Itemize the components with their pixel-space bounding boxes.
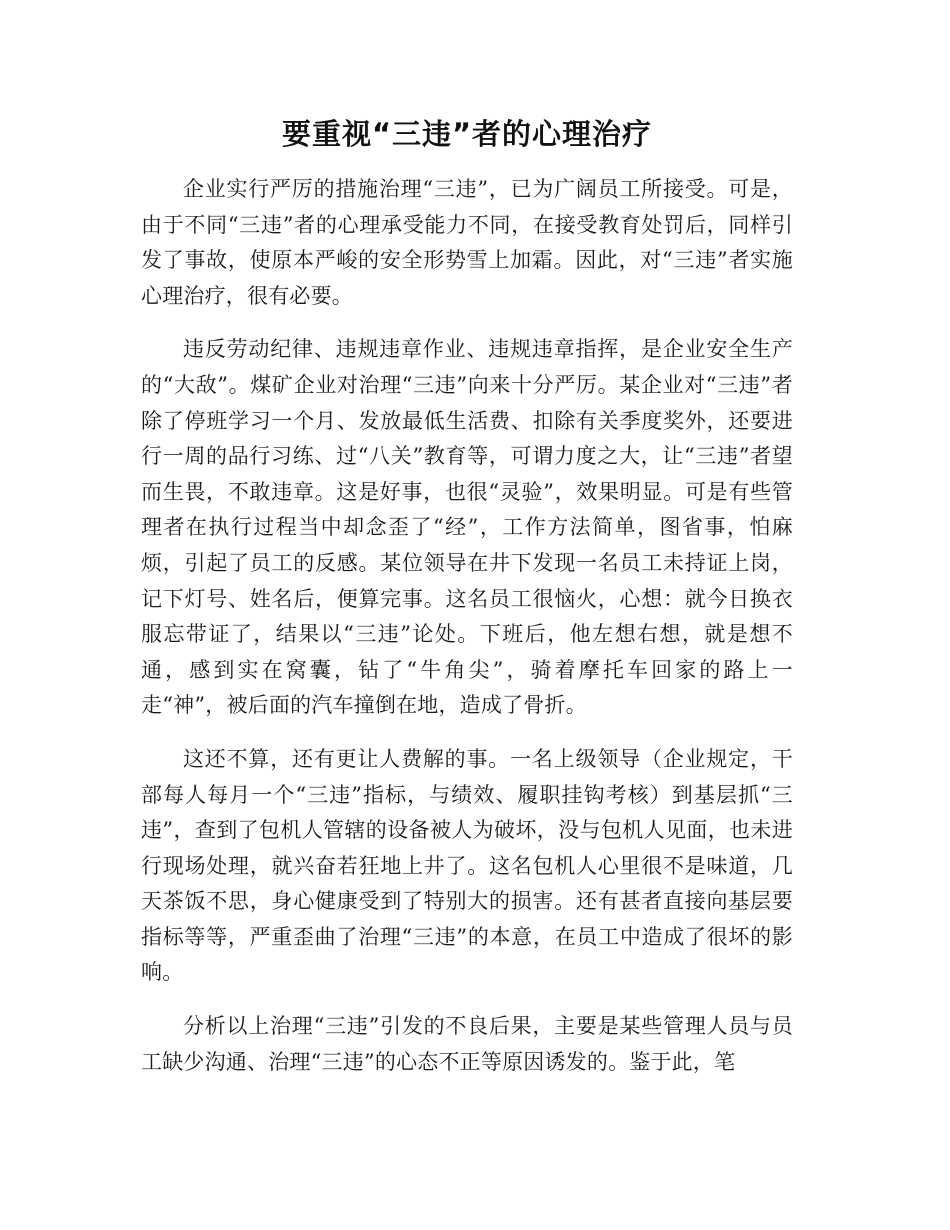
paragraph-analysis: 分析以上治理“三违”引发的不良后果，主要是某些管理人员与员工缺少沟通、治理“三违”的心态不正等原因诱发的。鉴于此，笔: [141, 1014, 793, 1074]
paragraph-case-one: 违反劳动纪律、违规违章作业、违规违章指挥，是企业安全生产的“大敌”。煤矿企业对治理“三违”向来十分严厉。某企业对“三违”者除了停班学习一个月、发放最低生活费、扣除有关季度奖外，还要进行一周的品行习练、过“八关”教育等，可谓力度之大，让“三违”者望而生畏，不敢违章。这是好事，也很“灵验”，效果明显。可是有些管理者在执行过程当中却念歪了“经”，工作方法简单，图省事，怕麻烦，引起了员工的反感。某位领导在井下发现一名员工未持证上岗，记下灯号、姓名后，便算完事。这名员工很恼火，心想：就今日换衣服忘带证了，结果以“三违”论处。下班后，他左想右想，就是想不通，感到实在窝囊，钻了“牛角尖”，骑着摩托车回家的路上一走“神”，被后面的汽车撞倒在地，造成了骨折。: [141, 337, 793, 718]
paragraph-case-two: 这还不算，还有更让人费解的事。一名上级领导（企业规定，干部每人每月一个“三违”指标，与绩效、履职挂钩考核）到基层抓“三违”，查到了包机人管辖的设备被人为破坏，没与包机人见面，也未进行现场处理，就兴奋若狂地上井了。这名包机人心里很不是味道，几天茶饭不思，身心健康受到了特别大的损害。还有甚者直接向基层要指标等等，严重歪曲了治理“三违”的本意，在员工中造成了很坏的影响。: [141, 746, 793, 985]
document-body: [141, 108, 793, 1098]
document-title: 要重视“三违”者的心理治疗: [281, 117, 653, 151]
paragraph-intro: 企业实行严厉的措施治理“三违”，已为广阔员工所接受。可是，由于不同“三违”者的心理承受能力不同，在接受教育处罚后，同样引发了事故，使原本严峻的安全形势雪上加霜。因此，对“三违”者实施心理治疗，很有必要。: [141, 177, 793, 308]
